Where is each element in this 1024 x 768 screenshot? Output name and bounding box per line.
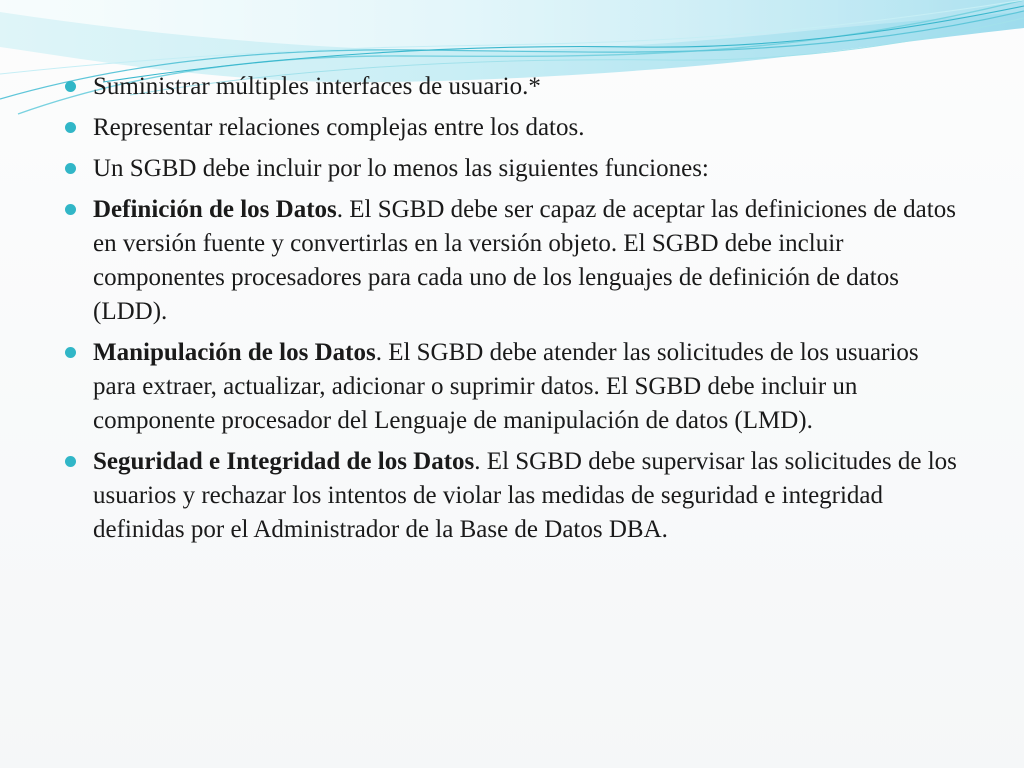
bullet-text: . El SGBD debe ser capaz de aceptar las definiciones de datos en versión fuente y convertirlas en la versión objeto. El SGBD debe incluir componentes procesadores para cada uno de los lenguajes de definición de datos (LDD). (93, 196, 956, 325)
circle-bullet-icon (65, 456, 76, 467)
bullet-text: Suministrar múltiples interfaces de usuario.* (93, 73, 541, 100)
bullet-item (62, 111, 962, 145)
circle-bullet-icon (65, 347, 76, 358)
bullet-item (62, 336, 962, 438)
circle-bullet-icon (65, 122, 76, 133)
bullet-text: Un SGBD debe incluir por lo menos las siguientes funciones: (93, 155, 709, 182)
bullet-text: . El SGBD debe supervisar las solicitudes de los usuarios y rechazar los intentos de violar las medidas de seguridad e integridad definidas por el Administrador de la Base de Datos DBA. (93, 448, 957, 543)
bullet-bold-text: Definición de los Datos (93, 196, 337, 223)
circle-bullet-icon (65, 163, 76, 174)
circle-bullet-icon (65, 204, 76, 215)
bullet-item (62, 152, 962, 186)
circle-bullet-icon (65, 81, 76, 92)
bullet-item (62, 193, 962, 329)
bullet-bold-text: Seguridad e Integridad de los Datos (93, 448, 475, 475)
bullet-item (62, 70, 962, 104)
bullet-item (62, 445, 962, 547)
content-area (62, 70, 962, 554)
bullet-text: Representar relaciones complejas entre los datos. (93, 114, 585, 141)
bullet-bold-text: Manipulación de los Datos (93, 339, 376, 366)
bullet-list (62, 70, 962, 547)
bullet-text: . El SGBD debe atender las solicitudes de los usuarios para extraer, actualizar, adicionar o suprimir datos. El SGBD debe incluir un componente procesador del Lenguaje de manipulación de datos (LMD). (93, 339, 919, 434)
